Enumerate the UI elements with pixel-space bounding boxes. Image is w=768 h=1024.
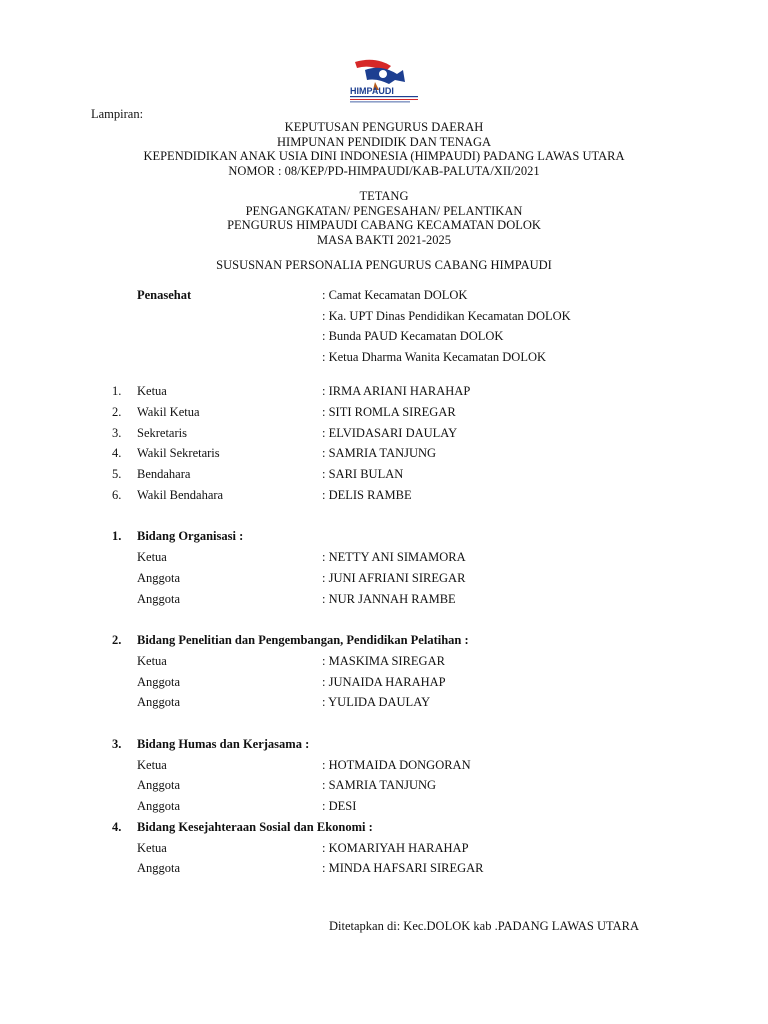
member-role: Anggota [137,592,181,606]
core-num: 1. [112,384,122,398]
core-role: Bendahara [137,467,191,481]
core-num: 3. [112,426,122,440]
core-name: : IRMA ARIANI HARAHAP [322,384,471,398]
core-role: Sekretaris [137,426,187,440]
bidang-title: Bidang Humas dan Kerjasama : [137,737,310,751]
member-role: Anggota [137,695,181,709]
header-line-1: KEPUTUSAN PENGURUS DAERAH [284,120,484,134]
logo-wordmark: HIMPAUDI [350,86,394,96]
core-role: Wakil Sekretaris [137,446,220,460]
decree-subject [0,189,768,247]
member-role: Anggota [137,571,181,585]
core-num: 6. [112,488,122,502]
core-name: : SARI BULAN [322,467,404,481]
member-role: Ketua [137,550,167,564]
member-role: Anggota [137,675,181,689]
lampiran-label: Lampiran: [91,107,144,121]
bidang-num: 3. [112,737,122,751]
decree-header [0,120,768,178]
bidang-title: Bidang Organisasi : [137,529,244,543]
penasehat-value: : Camat Kecamatan DOLOK [322,288,468,302]
header-line-3: KEPENDIDIKAN ANAK USIA DINI INDONESIA (HIMPAUDI) PADANG LAWAS UTARA [143,149,625,163]
member-name: : DESI [322,799,357,813]
header-line-2: HIMPUNAN PENDIDIK DAN TENAGA [277,134,491,149]
core-name: : DELIS RAMBE [322,488,412,502]
core-num: 4. [112,446,122,460]
penasehat-value: : Ka. UPT Dinas Pendidikan Kecamatan DOLOK [322,309,571,323]
penasehat-value: : Ketua Dharma Wanita Kecamatan DOLOK [322,350,547,364]
core-name: : ELVIDASARI DAULAY [322,426,458,440]
penasehat-label: Penasehat [137,288,192,302]
subject-line-2: PENGANGKATAN/ PENGESAHAN/ PELANTIKAN [245,203,523,218]
bidang-title: Bidang Kesejahteraan Sosial dan Ekonomi : [137,820,373,834]
core-role: Wakil Bendahara [137,488,224,502]
member-name: : MINDA HAFSARI SIREGAR [322,861,484,875]
subject-line-4: MASA BAKTI 2021-2025 [316,232,452,247]
core-num: 2. [112,405,122,419]
bidang-num: 1. [112,529,122,543]
bidang-num: 4. [112,820,122,834]
core-name: : SITI ROMLA SIREGAR [322,405,456,419]
member-name: : SAMRIA TANJUNG [322,778,437,792]
bidang-title: Bidang Penelitian dan Pengembangan, Pendidikan Pelatihan : [137,633,469,647]
section-title: SUSUSNAN PERSONALIA PENGURUS CABANG HIMPAUDI [216,258,552,272]
header-line-4: NOMOR : 08/KEP/PD-HIMPAUDI/KAB-PALUTA/XII/2021 [228,163,540,178]
member-role: Ketua [137,841,167,855]
member-role: Anggota [137,778,181,792]
subject-line-3: PENGURUS HIMPAUDI CABANG KECAMATAN DOLOK [227,218,541,232]
member-name: : JUNAIDA HARAHAP [322,675,446,689]
penasehat-value: : Bunda PAUD Kecamatan DOLOK [322,329,504,343]
core-role: Ketua [137,384,167,398]
member-role: Ketua [137,758,167,772]
core-num: 5. [112,467,122,481]
core-name: : SAMRIA TANJUNG [322,446,437,460]
member-name: : KOMARIYAH HARAHAP [322,841,469,855]
member-name: : MASKIMA SIREGAR [322,654,445,668]
member-role: Anggota [137,861,181,875]
subject-line-1: TETANG [359,189,409,203]
ditetapkan-footer: Ditetapkan di: Kec.DOLOK kab .PADANG LAWAS UTARA [329,919,639,933]
bidang-num: 2. [112,633,122,647]
member-name: : NUR JANNAH RAMBE [322,592,456,606]
member-role: Anggota [137,799,181,813]
member-name: : HOTMAIDA DONGORAN [322,758,471,772]
himpaudi-logo [345,56,423,104]
core-role: Wakil Ketua [137,405,200,419]
member-name: : YULIDA DAULAY [322,695,431,709]
member-name: : NETTY ANI SIMAMORA [322,550,466,564]
member-role: Ketua [137,654,167,668]
member-name: : JUNI AFRIANI SIREGAR [322,571,466,585]
